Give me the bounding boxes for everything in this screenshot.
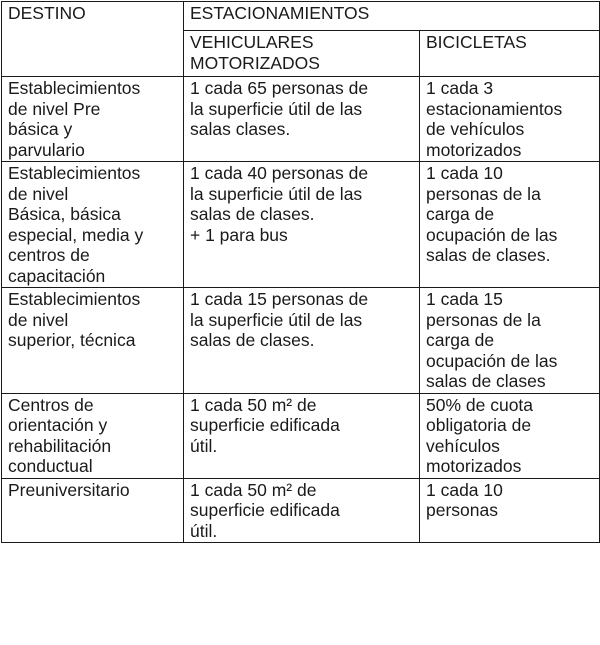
header-bicicletas: BICICLETAS (420, 31, 600, 77)
header-row (2, 2, 600, 31)
cell-bicicletas: 50% de cuota obligatoria de vehículos motorizados (420, 393, 600, 478)
table-row (2, 393, 600, 478)
parking-requirements-table (1, 1, 600, 543)
table-row (2, 288, 600, 394)
cell-bicicletas: 1 cada 3 estacionamientos de vehículos motorizados (420, 77, 600, 162)
cell-vehiculares: 1 cada 50 m² de superficie edificada útil. (184, 393, 420, 478)
header-vehiculares: VEHICULARES MOTORIZADOS (184, 31, 420, 77)
cell-destino: Establecimientos de nivel Pre básica y parvulario (2, 77, 184, 162)
table-row (2, 77, 600, 162)
header-destino: DESTINO (2, 2, 184, 77)
table-row (2, 478, 600, 543)
header-estacionamientos: ESTACIONAMIENTOS (184, 2, 600, 31)
cell-vehiculares: 1 cada 50 m² de superficie edificada útil. (184, 478, 420, 543)
cell-destino: Preuniversitario (2, 478, 184, 543)
cell-vehiculares: 1 cada 40 personas de la superficie útil de las salas de clases. + 1 para bus (184, 162, 420, 288)
table-row (2, 162, 600, 288)
cell-bicicletas: 1 cada 15 personas de la carga de ocupación de las salas de clases (420, 288, 600, 394)
cell-vehiculares: 1 cada 65 personas de la superficie útil de las salas clases. (184, 77, 420, 162)
cell-bicicletas: 1 cada 10 personas de la carga de ocupación de las salas de clases. (420, 162, 600, 288)
cell-bicicletas: 1 cada 10 personas (420, 478, 600, 543)
cell-vehiculares: 1 cada 15 personas de la superficie útil de las salas de clases. (184, 288, 420, 394)
cell-destino: Establecimientos de nivel Básica, básica especial, media y centros de capacitación (2, 162, 184, 288)
cell-destino: Establecimientos de nivel superior, técnica (2, 288, 184, 394)
cell-destino: Centros de orientación y rehabilitación conductual (2, 393, 184, 478)
